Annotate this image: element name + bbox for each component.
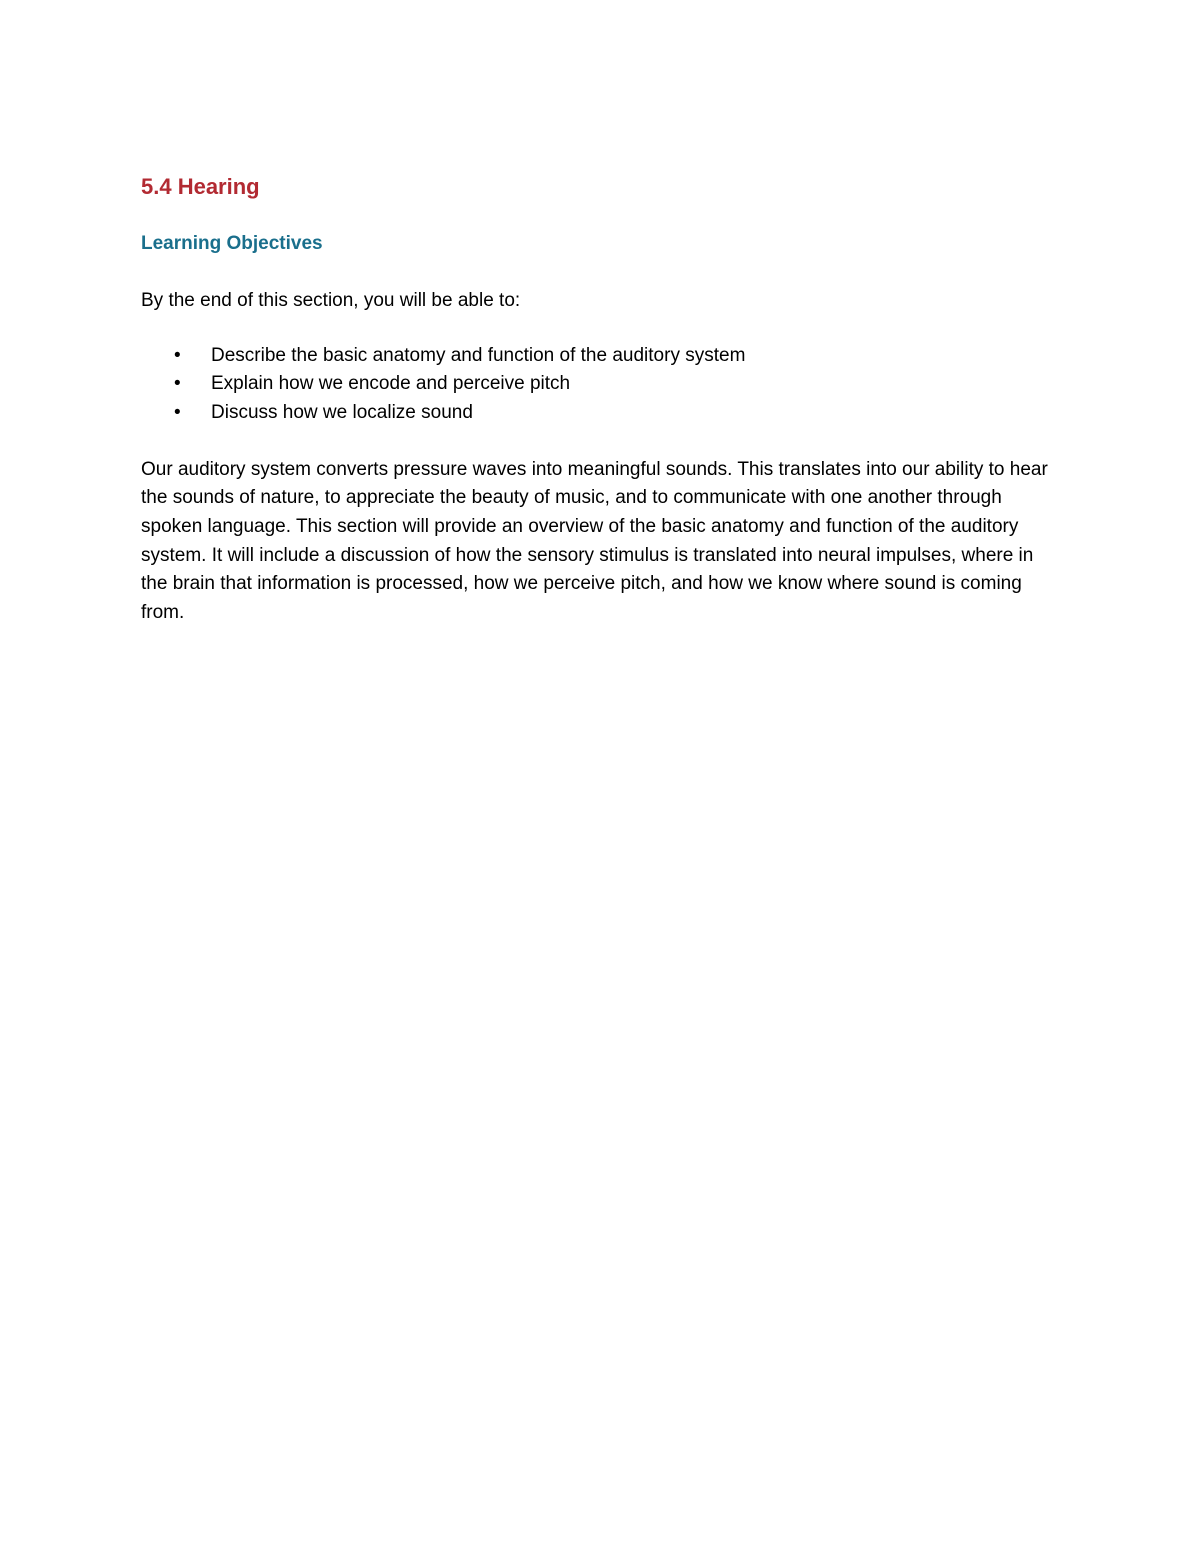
section-title: 5.4 Hearing <box>141 174 260 199</box>
objective-text: Discuss how we localize sound <box>211 402 473 424</box>
body-paragraph: Our auditory system converts pressure waves into meaningful sounds. This translates into our ability to hear the sounds of nature, to appreciate the beauty of music, and to communicate with one another through spoken language. This section will provide an overview of the basic anatomy and function of the auditory system. It will include a discussion of how the sensory stimulus is translated into neural impulses, where in the brain that information is processed, how we perceive pitch, and how we know where sound is coming from. <box>141 458 1048 623</box>
objectives-intro: By the end of this section, you will be able to: <box>141 290 521 311</box>
list-item <box>141 399 1061 428</box>
list-item <box>141 342 1061 371</box>
bullet-icon: • <box>174 373 181 395</box>
objectives-list <box>141 342 1061 428</box>
page-content <box>141 172 1061 627</box>
bullet-icon: • <box>174 402 181 424</box>
objective-text: Describe the basic anatomy and function of the auditory system <box>211 344 746 366</box>
objective-text: Explain how we encode and perceive pitch <box>211 373 571 395</box>
bullet-icon: • <box>174 344 181 366</box>
list-item <box>141 370 1061 399</box>
learning-objectives-heading: Learning Objectives <box>141 233 323 254</box>
